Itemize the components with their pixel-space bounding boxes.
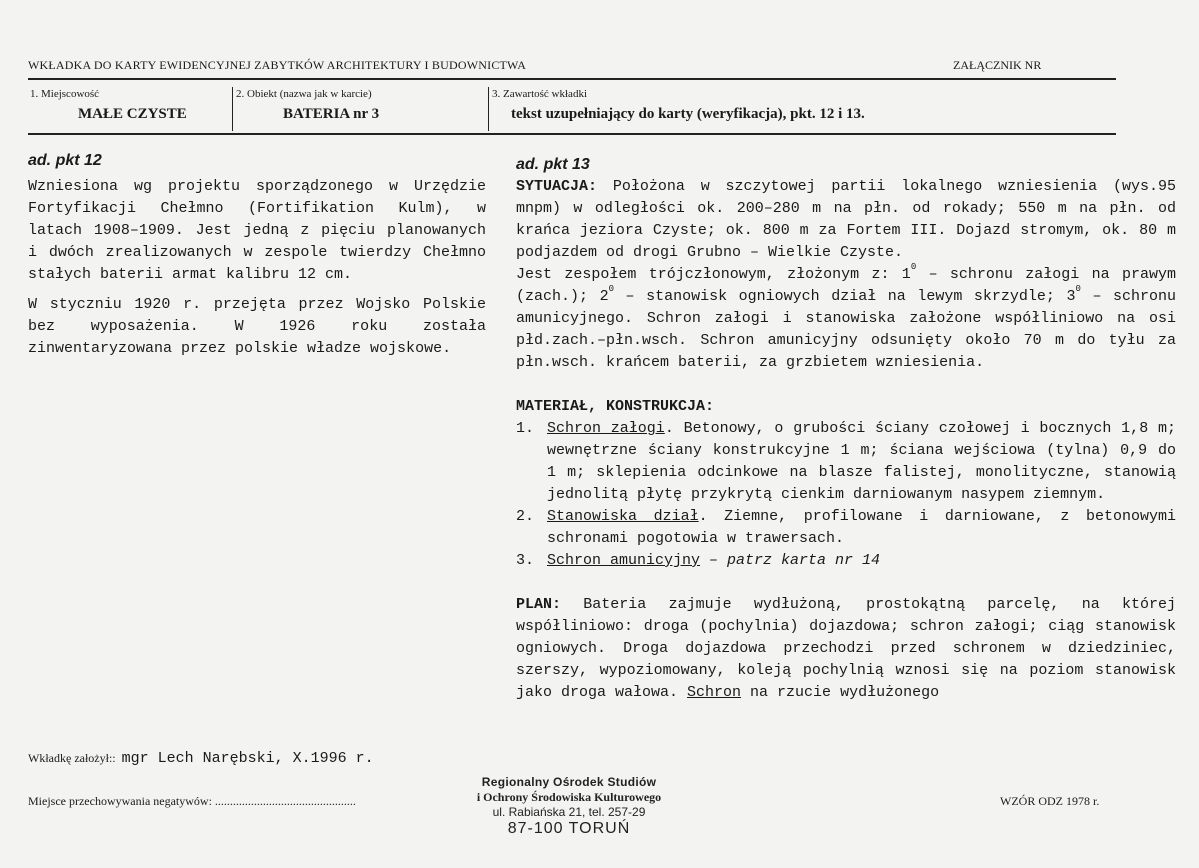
list-item-title: Stanowiska dział [547, 508, 699, 525]
stamp-line: ul. Rabiańska 21, tel. 257-29 [492, 805, 646, 819]
institution-stamp [446, 775, 692, 836]
field-content-label: 3. Zawartość wkładki [492, 88, 587, 100]
list-item [516, 418, 1176, 506]
field-divider [488, 87, 489, 131]
complex-text: – schronu amunicyjnego. Schron załogi i stanowiska założone współliniowo na osi płd.zach.–płn.wsch. Schron amunicyjny odsunięty około 70 m do tyłu za płn.wsch. krańcem baterii, za grzbietem wzniesienia. [516, 288, 1177, 371]
stamp-line: i Ochrony Środowiska Kulturowego [476, 790, 662, 804]
situation-keyword: SYTUACJA: [516, 178, 598, 195]
field-object-value: BATERIA nr 3 [283, 106, 380, 122]
field-locality-label: 1. Miejscowość [30, 88, 100, 100]
complex-text: Jest zespołem trójczłonowym, złożonym z: 1 [516, 266, 911, 283]
list-item-title: Schron amunicyjny [547, 552, 701, 569]
field-locality-value: MAŁE CZYSTE [78, 106, 187, 122]
right-column [516, 176, 1176, 704]
plan-text: na rzucie wydłużonego [741, 684, 940, 701]
complex-paragraph [516, 264, 1176, 374]
material-heading: MATERIAŁ, KONSTRUKCJA: [516, 398, 715, 415]
list-item-text: – patrz karta nr 14 [700, 552, 881, 569]
ordinal-superscript: 0 [910, 262, 917, 272]
plan-paragraph [516, 594, 1176, 704]
list-item [516, 550, 1176, 572]
ordinal-superscript: 0 [608, 284, 614, 294]
complex-text: – stanowisk ogniowych dział na lewym skrzydle; 3 [613, 288, 1076, 305]
plan-text-underlined: Schron [687, 684, 742, 701]
header-rule-bottom [28, 133, 1116, 135]
stamp-line: Regionalny Ośrodek Studiów [481, 775, 657, 789]
list-item-title: Schron załogi [547, 420, 665, 437]
complex-text: – schronu załogi na prawym (zach.); 2 [516, 266, 1177, 305]
situation-paragraph [516, 176, 1176, 264]
stamp-line: 87-100 TORUŃ [507, 820, 631, 837]
section-heading-pkt12: ad. pkt 12 [28, 152, 102, 169]
author-label: Wkładkę założył:: [28, 751, 116, 765]
list-item [516, 506, 1176, 550]
list-item-number: 1. [516, 420, 535, 437]
attachment-number-label: ZAŁĄCZNIK NR [953, 58, 1042, 72]
ordinal-superscript: 0 [1075, 284, 1081, 294]
history-paragraph: W styczniu 1920 r. przejęta przez Wojsko Polskie bez wyposażenia. W 1926 roku została zinwentaryzowana przez polskie władze wojskowe. [28, 296, 486, 357]
list-item-number: 3. [516, 552, 535, 569]
left-column [28, 176, 486, 368]
situation-text: Położona w szczytowej partii lokalnego wzniesienia (wys.95 mnpm) w odległości ok. 200–280 m na płn. od rokady; 550 m na płn. od krańca jeziora Czyste; ok. 800 m za Fortem III. Dojazd stromym, ok. 80 m podjazdem od drogi Grubno – Wielkie Czyste. [516, 178, 1176, 261]
plan-keyword: PLAN: [516, 596, 562, 613]
template-version: WZÓR ODZ 1978 r. [1000, 794, 1100, 808]
field-divider [232, 87, 233, 131]
history-paragraph: Wzniesiona wg projektu sporządzonego w Urzędzie Fortyfikacji Chełmno (Fortifikation Kulm), w latach 1908–1909. Jest jedną z pięciu planowanych i dwóch zrealizowanych w zespole twierdzy Chełmno stałych baterii armat kalibru 12 cm. [28, 178, 486, 283]
list-item-text: . Ziemne, profilowane i darniowane, z betonowymi schronami pogotowia w trawersach. [547, 508, 1176, 547]
header-rule-top [28, 78, 1116, 80]
section-heading-pkt13: ad. pkt 13 [516, 156, 590, 173]
form-title: WKŁADKA DO KARTY EWIDENCYJNEJ ZABYTKÓW ARCHITEKTURY I BUDOWNICTWA [28, 58, 527, 72]
negatives-location: Miejsce przechowywania negatywów: ............................................... [28, 794, 356, 808]
list-item-text: . Betonowy, o grubości ściany czołowej i bocznych 1,8 m; wewnętrzne ściany konstrukcyjne 1 m; ściana wejściowa (tylna) 0,9 do 1 m; sklepienia odcinkowe na blasze falistej, monolityczne, stanowią jednolitą płytę przykrytą cienkim darniowanym nasypem ziemnym. [547, 420, 1176, 503]
field-content-value: tekst uzupełniający do karty (weryfikacja), pkt. 12 i 13. [511, 106, 865, 122]
footer-author [28, 750, 374, 767]
field-object-label: 2. Obiekt (nazwa jak w karcie) [236, 88, 372, 100]
construction-list [516, 418, 1176, 572]
plan-text: Bateria zajmuje wydłużoną, prostokątną parcelę, na której współliniowo: droga (pochylnia) dojazdowa; schron załogi; ciąg stanowisk ogniowych. Droga dojazdowa przechodzi przed schronem w dziedziniec, szerszy, wypoziomowany, koleją pochylnią wznosi się na poziom stanowisk jako droga wałowa. [516, 596, 1176, 701]
author-value: mgr Lech Narębski, X.1996 r. [121, 750, 374, 767]
list-item-number: 2. [516, 508, 535, 525]
